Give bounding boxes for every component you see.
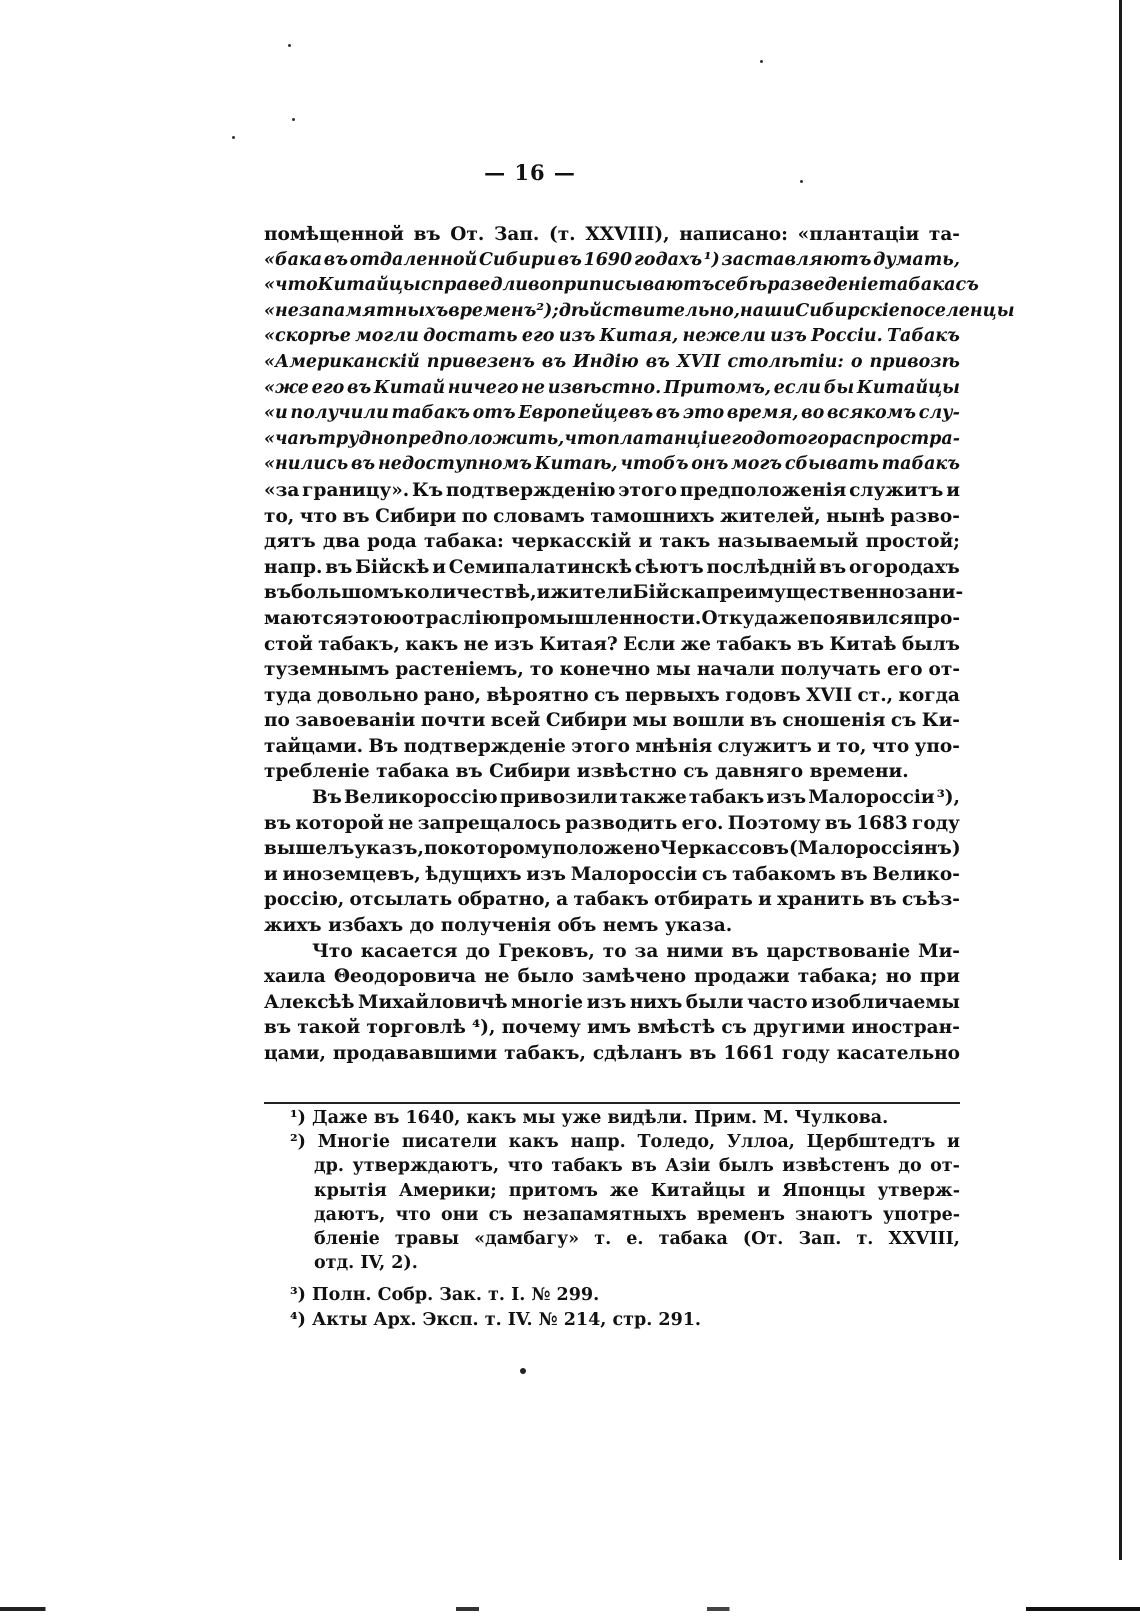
text-line: Алексѣѣ Михайловичѣ многіе изъ нихъ были часто изобличаемы bbox=[264, 991, 960, 1013]
text-line: тайцами. Въ подтвержденіе этого мнѣнія служитъ и то, что упо- bbox=[264, 735, 960, 757]
text-line: стой табакъ, какъ не изъ Китая? Если же табакъ въ Китаѣ былъ bbox=[264, 633, 960, 655]
bottom-mark bbox=[520, 1368, 526, 1374]
text-line: «бака въ отдаленной Сибири въ 1690 годахъ ¹) заставляютъ думать, bbox=[264, 249, 960, 270]
text-line: въ которой не запрещалось разводить его. Поэтому въ 1683 году bbox=[264, 812, 960, 834]
text-line: «чаѣ трудно предположить, что платанціи его до того распростра- bbox=[264, 428, 960, 449]
text-line: Въ Великороссію привозили также табакъ изъ Малороссіи ³), bbox=[312, 787, 960, 809]
text-line: «же его въ Китай ничего не извѣстно. Притомъ, если бы Китайцы bbox=[264, 377, 960, 398]
footnote-rule bbox=[264, 1102, 960, 1104]
scan-speck bbox=[292, 118, 295, 121]
text-line: хаила Θеодоровича не было замѣчено продажи табака; но при bbox=[264, 966, 960, 988]
text-line: въ такой торговлѣ ⁴), почему имъ вмѣстѣ съ другими иностран- bbox=[264, 1017, 960, 1039]
text-line: «скорѣе могли достать его изъ Китая, нежели изъ Россіи. Табакъ bbox=[264, 326, 960, 347]
text-line: «нились въ недоступномъ Китаѣ, чтобъ онъ могъ сбывать табакъ bbox=[264, 454, 960, 475]
footnote-line: др. утверждаютъ, что табакъ въ Азіи былъ извѣстенъ до от- bbox=[314, 1156, 960, 1177]
text-line: и иноземцевъ, ѣдущихъ изъ Малороссіи съ табакомъ въ Велико- bbox=[264, 863, 960, 885]
text-line: маются этою отраслію промышленности. Откуда же появился про- bbox=[264, 607, 960, 629]
text-line: дятъ два рода табака: черкасскій и такъ называемый простой; bbox=[264, 531, 960, 553]
text-line: помѣщенной въ От. Зап. (т. XXVIII), написано: «плантаціи та- bbox=[264, 224, 960, 245]
footnote-line: крытія Америки; притомъ же Китайцы и Японцы утверж- bbox=[314, 1180, 960, 1201]
footnote-line: ³) Полн. Собр. Зак. т. I. № 299. bbox=[290, 1285, 600, 1306]
footnote-line: бленіе травы «дамбагу» т. е. табака (От. Зап. т. XXVIII, bbox=[314, 1228, 960, 1249]
footnote-line: ²) Многіе писатели какъ напр. Толедо, Уллоа, Цербштедтъ и bbox=[290, 1132, 960, 1153]
scan-edge-right bbox=[1119, 0, 1122, 1560]
footnote-line: даютъ, что они съ незапамятныхъ временъ знаютъ употре- bbox=[314, 1204, 960, 1225]
text-line: «незапамятныхъ временъ ²); дѣйствительно, наши Сибирскіе поселенцы bbox=[264, 300, 1015, 321]
footnote-line: ¹) Даже въ 1640, какъ мы уже видѣли. Прим. М. Чулкова. bbox=[290, 1108, 889, 1128]
scan-speck bbox=[288, 44, 291, 47]
text-line: «Американскій привезенъ въ Индію въ XVII столѣтіи: о привозѣ bbox=[264, 351, 960, 372]
text-line: «за границу». Къ подтвержденію этого предположенія служитъ и bbox=[264, 479, 960, 501]
text-line: Что касается до Грековъ, то за ними въ царствованіе Ми- bbox=[312, 940, 960, 962]
text-line: напр. въ Бійскѣ и Семипалатинскѣ сѣютъ послѣдній въ огородахъ bbox=[264, 556, 960, 578]
scan-edge-bottom bbox=[0, 1607, 1140, 1611]
text-line: требленіе табака въ Сибири извѣстно съ давняго времени. bbox=[264, 761, 909, 783]
text-line: туземнымъ растеніемъ, то конечно мы начали получать его от- bbox=[264, 659, 960, 681]
text-line: жихъ избахъ до полученія объ немъ указа. bbox=[264, 915, 733, 937]
main-text bbox=[264, 224, 1015, 1069]
text-line: «и получили табакъ отъ Европейцевъ въ это время, во всякомъ слу- bbox=[264, 403, 960, 424]
text-line: россію, отсылать обратно, а табакъ отбирать и хранить въ съѣз- bbox=[264, 889, 960, 911]
page-number: — 16 — bbox=[484, 160, 576, 185]
text-line: цами, продававшими табакъ, сдѣланъ въ 1661 году касательно bbox=[264, 1043, 960, 1064]
text-line: вышелъ указъ, по которому положено Черкассовъ (Малороссіянъ) bbox=[264, 838, 961, 860]
text-line: туда довольно рано, вѣроятно съ первыхъ годовъ XVII ст., когда bbox=[264, 684, 960, 706]
text-line: въ большомъ количествѣ, и жители Бійска преимущественно зани- bbox=[264, 582, 964, 604]
footnote-line: отд. IV, 2). bbox=[314, 1253, 418, 1274]
footnote-line: ⁴) Акты Арх. Эксп. т. IV. № 214, стр. 291. bbox=[290, 1309, 702, 1330]
text-line: «что Китайцы справедливо приписываютъ себѣ разведеніе табака съ bbox=[264, 275, 979, 296]
footnotes bbox=[290, 1108, 960, 1334]
text-line: по завоеваніи почти всей Сибири мы вошли въ сношенія съ Ки- bbox=[264, 710, 960, 732]
scan-speck bbox=[232, 136, 235, 139]
text-line: то, что въ Сибири по словамъ тамошнихъ жителей, нынѣ разво- bbox=[264, 505, 960, 527]
scan-speck bbox=[760, 60, 763, 63]
